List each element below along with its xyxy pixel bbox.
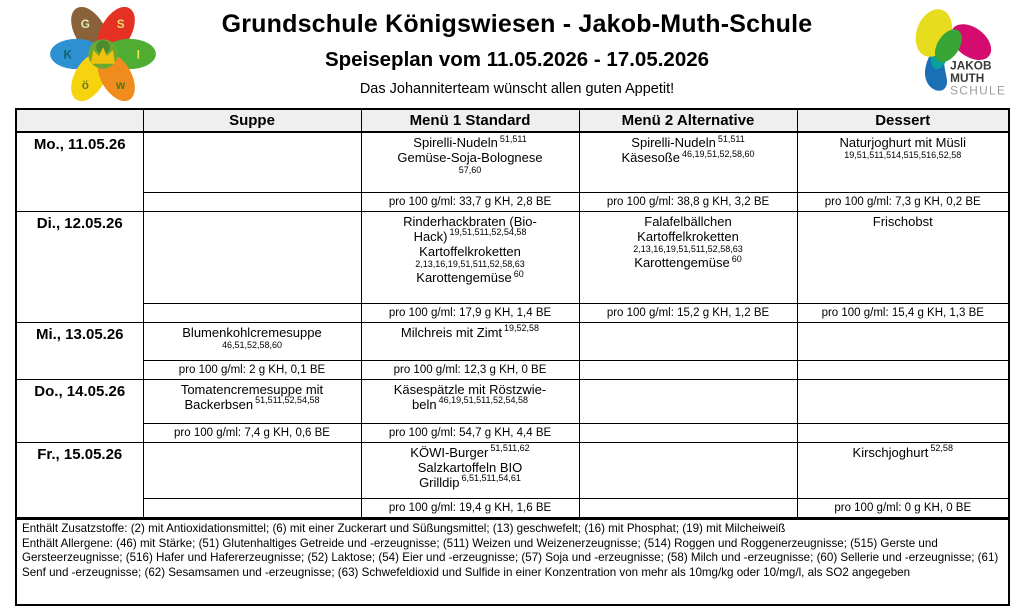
- dish-cell-menu1: [361, 211, 579, 303]
- page-subtitle: Speiseplan vom 11.05.2026 - 17.05.2026: [324, 48, 710, 71]
- nutrition-cell-dessert: pro 100 g/ml: 7,3 g KH, 0,2 BE: [797, 192, 1009, 211]
- dish-line: Hack) $^{19,51,511,52,54,58}$: [413, 227, 527, 244]
- dish-cell-menu2: [579, 132, 797, 192]
- dish-cell-menu2: [579, 322, 797, 360]
- dish-cell-suppe: [143, 132, 361, 192]
- dish-cell-menu1: [361, 322, 579, 360]
- dish-line: Blumenkohlcremesuppe: [182, 324, 322, 340]
- star-petal-letter: ö: [81, 78, 89, 92]
- crown-base: [91, 61, 115, 64]
- dish-cell-dessert: [797, 379, 1009, 423]
- nutrition-cell-menu2: pro 100 g/ml: 38,8 g KH, 3,2 BE: [579, 192, 797, 211]
- column-header-day: [16, 109, 143, 132]
- dish-cell-menu2: [579, 379, 797, 423]
- star-petal-letter: S: [116, 17, 125, 31]
- dish-line: Spirelli-Nudeln $^{51,511}$: [631, 133, 745, 150]
- nutrition-cell-menu1: pro 100 g/ml: 17,9 g KH, 1,4 BE: [361, 303, 579, 322]
- dish-cell-dessert: [797, 132, 1009, 192]
- dish-cell-suppe: [143, 379, 361, 423]
- dish-line: KÖWI-Burger $^{51,511,62}$: [410, 443, 530, 460]
- menu-row-main: [16, 322, 1009, 360]
- logo-text-schule: SCHULE: [950, 83, 1007, 98]
- nutrition-cell-menu1: pro 100 g/ml: 19,4 g KH, 1,6 BE: [361, 498, 579, 518]
- dish-cell-suppe: [143, 322, 361, 360]
- menu-table: [15, 108, 1010, 519]
- menu-table-header: [16, 109, 1009, 132]
- star-petal-letter: I: [136, 48, 140, 62]
- dish-line: Tomatencremesuppe mit: [180, 381, 324, 397]
- nutrition-cell-dessert: pro 100 g/ml: 15,4 g KH, 1,3 BE: [797, 303, 1009, 322]
- dish-line: Kirschjoghurt $^{52,58}$: [852, 443, 953, 460]
- column-header-dessert: Dessert: [797, 109, 1009, 132]
- logo-text-jakob: JAKOB: [950, 58, 992, 73]
- dish-line: 2,13,16,19,51,511,52,58,63: [633, 243, 743, 254]
- dish-cell-dessert: [797, 442, 1009, 498]
- dish-line: Grilldip $^{6,51,511,54,61}$: [419, 473, 521, 490]
- header-titles: [170, 10, 864, 97]
- nutrition-cell-menu2: pro 100 g/ml: 15,2 g KH, 1,2 BE: [579, 303, 797, 322]
- day-label: Do., 14.05.26: [16, 379, 143, 442]
- dish-line: Spirelli-Nudeln $^{51,511}$: [413, 133, 527, 150]
- dish-line: Kartoffelkroketten: [637, 228, 739, 244]
- day-label: Mi., 13.05.26: [16, 322, 143, 379]
- dish-cell-menu1: [361, 442, 579, 498]
- dish-line: Frischobst: [872, 213, 933, 229]
- menu-row-main: [16, 132, 1009, 192]
- nutrition-cell-menu1: pro 100 g/ml: 54,7 g KH, 4,4 BE: [361, 423, 579, 442]
- day-label: Di., 12.05.26: [16, 211, 143, 322]
- star-petal-letter: w: [116, 78, 126, 92]
- dish-cell-suppe: [143, 211, 361, 303]
- dish-line: 19,51,511,514,515,516,52,58: [844, 150, 962, 161]
- column-header-suppe: Suppe: [143, 109, 361, 132]
- dish-cell-dessert: [797, 322, 1009, 360]
- nutrition-cell-dessert: [797, 423, 1009, 442]
- nutrition-cell-suppe: [143, 303, 361, 322]
- page-title: Grundschule Königswiesen - Jakob-Muth-Schule: [221, 10, 813, 38]
- dish-cell-menu1: [361, 379, 579, 423]
- dish-line: 46,51,52,58,60: [221, 339, 283, 350]
- allergen-footnotes: [15, 518, 1010, 606]
- day-label: Mo., 11.05.26: [16, 132, 143, 211]
- dish-line: Karottengemüse $^{60}$: [416, 268, 524, 285]
- tagline: Das Johanniterteam wünscht allen guten Appetit!: [359, 81, 675, 97]
- nutrition-cell-suppe: [143, 192, 361, 211]
- dish-line: Salzkartoffeln BIO: [417, 459, 523, 475]
- dish-cell-menu2: [579, 211, 797, 303]
- nutrition-cell-suppe: pro 100 g/ml: 2 g KH, 0,1 BE: [143, 360, 361, 379]
- school-star-logo: [44, 7, 162, 101]
- column-header-menu2: Menü 2 Alternative: [579, 109, 797, 132]
- dish-line: Käsespätzle mit Röstzwie-: [393, 381, 547, 397]
- star-petal-letter: K: [63, 48, 72, 62]
- nutrition-cell-menu1: pro 100 g/ml: 12,3 g KH, 0 BE: [361, 360, 579, 379]
- jakob-muth-logo: [893, 3, 1011, 103]
- menu-row-main: [16, 211, 1009, 303]
- nutrition-cell-suppe: [143, 498, 361, 518]
- dish-line: Gemüse-Soja-Bolognese: [397, 150, 543, 166]
- dish-line: 2,13,16,19,51,511,52,58,63: [415, 258, 525, 269]
- nutrition-cell-dessert: [797, 360, 1009, 379]
- nutrition-cell-menu2: [579, 423, 797, 442]
- dish-line: Naturjoghurt mit Müsli: [839, 135, 966, 150]
- star-petal-letter: G: [80, 17, 90, 31]
- dish-line: Käsesoße $^{46,19,51,52,58,60}$: [621, 148, 755, 166]
- column-header-menu1: Menü 1 Standard: [361, 109, 579, 132]
- menu-row-main: [16, 379, 1009, 423]
- dish-line: Backerbsen $^{51,511,52,54,58}$: [184, 395, 320, 412]
- dish-line: Rinderhackbraten (Bio-: [403, 213, 537, 229]
- dish-line: Karottengemüse $^{60}$: [634, 253, 742, 270]
- dish-line: beln $^{46,19,51,511,52,54,58}$: [412, 395, 528, 412]
- footnote-allergens: Enthält Allergene: (46) mit Stärke; (51) Glutenhaltiges Getreide und -erzeugnisse; (511) Weizen und Weizenerzeugnisse; (514) Roggen und Roggenerzeugnisse; (515) Gerste und Gersteerzeugnisse; (516) Hafer und Hafererzeugnisse; (52) Laktose; (54) Eier und -erzeugnisse; (57) Soja und -erzeugnisse; (58) Milch und -erzeugnisse; (60) Sellerie und -erzeugnisse; (61) Senf und -erzeugnisse; (62) Sesamsamen und -erzeugnisse; (63) Schwefeldioxid und Sulfide in einer Konzentration von mehr als 10mg/kg oder 10/mg/l, als SO2 angegeben: [22, 536, 999, 580]
- menu-row-nutrition: [16, 423, 1009, 442]
- dish-cell-menu2: [579, 442, 797, 498]
- nutrition-cell-menu2: [579, 498, 797, 518]
- menu-row-nutrition: [16, 360, 1009, 379]
- dish-cell-menu1: [361, 132, 579, 192]
- dish-line: 57,60: [458, 165, 482, 176]
- nutrition-cell-menu1: pro 100 g/ml: 33,7 g KH, 2,8 BE: [361, 192, 579, 211]
- dish-cell-suppe: [143, 442, 361, 498]
- logo-text-muth: MUTH: [950, 71, 985, 86]
- dish-line: Falafelbällchen: [644, 213, 732, 229]
- dish-line: Kartoffelkroketten: [419, 243, 521, 259]
- menu-row-nutrition: [16, 192, 1009, 211]
- nutrition-cell-menu2: [579, 360, 797, 379]
- footnote-additives: Enthält Zusatzstoffe: (2) mit Antioxidationsmittel; (6) mit einer Zuckerart und Süßungsmittel; (13) geschwefelt; (16) mit Phosphat; (19) mit Milcheiweiß: [22, 522, 786, 535]
- day-label: Fr., 15.05.26: [16, 442, 143, 518]
- nutrition-cell-suppe: pro 100 g/ml: 7,4 g KH, 0,6 BE: [143, 423, 361, 442]
- nutrition-cell-dessert: pro 100 g/ml: 0 g KH, 0 BE: [797, 498, 1009, 518]
- menu-table-body: [16, 132, 1009, 518]
- menu-row-main: [16, 442, 1009, 498]
- menu-row-nutrition: [16, 498, 1009, 518]
- dish-line: Milchreis mit Zimt $^{19,52,58}$: [400, 323, 540, 340]
- dish-cell-dessert: [797, 211, 1009, 303]
- menu-row-nutrition: [16, 303, 1009, 322]
